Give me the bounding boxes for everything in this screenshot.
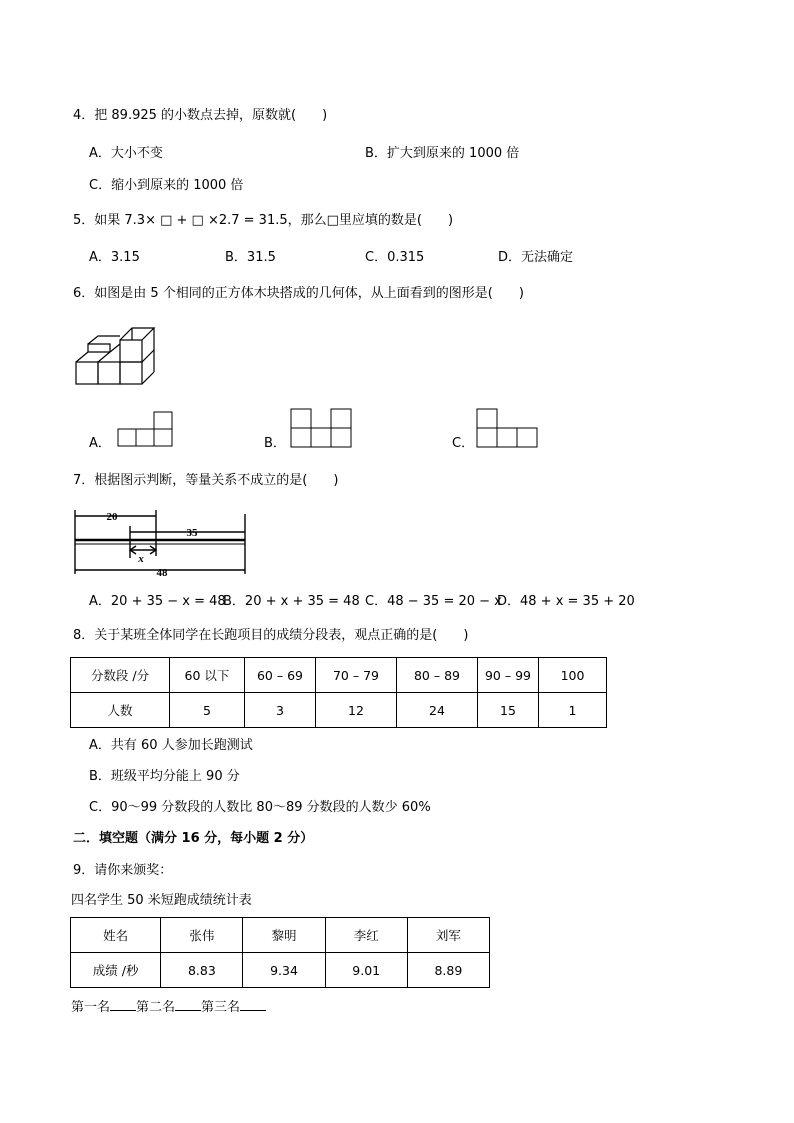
score-table-cell: 5 <box>170 693 245 728</box>
q8-stem: 8．关于某班全体同学在长跑项目的成绩分段表，观点正确的是( ) <box>73 628 469 643</box>
q6-option-b-figure <box>290 408 354 448</box>
q5-option-b: B．31.5 <box>225 250 276 265</box>
sprint-table <box>70 917 490 988</box>
q6-option-b: B． <box>264 436 286 451</box>
score-table-header-cell: 60 – 69 <box>245 658 316 693</box>
q6-option-a-figure <box>117 411 175 447</box>
sprint-table-header-cell: 张伟 <box>161 918 243 953</box>
q8-option-c: C．90～99 分数段的人数比 80～89 分数段的人数少 60% <box>89 800 431 815</box>
q9-answer-line <box>71 998 266 1016</box>
score-table-row <box>71 693 607 728</box>
sprint-table-cell: 9.34 <box>243 953 325 988</box>
q7-option-b: B．20 + x + 35 = 48 <box>223 594 360 609</box>
score-table-header-row <box>71 658 607 693</box>
score-table-cell: 24 <box>397 693 478 728</box>
q7-option-c: C．48 − 35 = 20 − x <box>365 594 502 609</box>
cube-figure <box>70 322 170 388</box>
score-table-header-cell: 80 – 89 <box>397 658 478 693</box>
q9-table-title: 四名学生 50 米短跑成绩统计表 <box>71 893 252 908</box>
sprint-table-row <box>71 953 490 988</box>
q5-stem: 5．如果 7.3× □ + □ ×2.7 = 31.5，那么□里应填的数是( ) <box>73 213 454 228</box>
score-table-cell: 人数 <box>71 693 170 728</box>
q7-stem: 7．根据图示判断，等量关系不成立的是( ) <box>73 473 339 488</box>
score-table <box>70 657 607 728</box>
score-table-header-cell: 70 – 79 <box>316 658 397 693</box>
q8-option-a: A．共有 60 人参加长跑测试 <box>89 738 253 753</box>
first-place-blank[interactable] <box>110 998 136 1011</box>
score-table-cell: 1 <box>539 693 607 728</box>
sprint-table-header-cell: 李红 <box>325 918 407 953</box>
third-place-blank[interactable] <box>240 998 266 1011</box>
score-table-cell: 12 <box>316 693 397 728</box>
q4-stem: 4．把 89.925 的小数点去掉，原数就( ) <box>73 108 328 123</box>
label-20: 20 <box>106 511 118 523</box>
second-place-label: 第二名 <box>136 1000 176 1015</box>
sprint-table-header-cell: 黎明 <box>243 918 325 953</box>
score-table-header-cell: 60 以下 <box>170 658 245 693</box>
score-table-header-cell: 100 <box>539 658 607 693</box>
q6-option-a: A． <box>89 436 111 451</box>
sprint-table-cell: 8.83 <box>161 953 243 988</box>
q8-option-b: B．班级平均分能上 90 分 <box>89 769 240 784</box>
label-35: 35 <box>186 527 198 539</box>
q4-option-c: C．缩小到原来的 1000 倍 <box>89 178 244 193</box>
sprint-table-header-cell: 刘军 <box>407 918 489 953</box>
label-48: 48 <box>156 567 168 579</box>
q4-option-a: A．大小不变 <box>89 146 163 161</box>
label-x: x <box>138 553 144 565</box>
first-place-label: 第一名 <box>71 1000 111 1015</box>
q7-option-d: D．48 + x = 35 + 20 <box>497 594 635 609</box>
q7-option-a: A．20 + 35 − x = 48 <box>89 594 226 609</box>
score-table-header-cell: 90 – 99 <box>478 658 539 693</box>
sprint-table-header-cell: 姓名 <box>71 918 161 953</box>
q5-option-c: C．0.315 <box>365 250 425 265</box>
sprint-table-cell: 8.89 <box>407 953 489 988</box>
section-2-title: 二．填空题（满分 16 分，每小题 2 分） <box>73 831 314 846</box>
q6-stem: 6．如图是由 5 个相同的正方体木块搭成的几何体，从上面看到的图形是( ) <box>73 286 524 301</box>
score-table-cell: 15 <box>478 693 539 728</box>
q6-option-c-figure <box>476 408 540 448</box>
q9-stem: 9．请你来颁奖： <box>73 863 173 878</box>
second-place-blank[interactable] <box>175 998 201 1011</box>
sprint-table-header-row <box>71 918 490 953</box>
sprint-table-cell: 9.01 <box>325 953 407 988</box>
q4-option-b: B．扩大到原来的 1000 倍 <box>365 146 520 161</box>
third-place-label: 第三名 <box>201 1000 241 1015</box>
segment-diagram <box>72 506 252 578</box>
score-table-header-cell: 分数段 /分 <box>71 658 170 693</box>
q6-option-c: C． <box>452 436 475 451</box>
q5-option-a: A．3.15 <box>89 250 140 265</box>
q5-option-d: D．无法确定 <box>498 250 574 265</box>
sprint-table-cell: 成绩 /秒 <box>71 953 161 988</box>
score-table-cell: 3 <box>245 693 316 728</box>
